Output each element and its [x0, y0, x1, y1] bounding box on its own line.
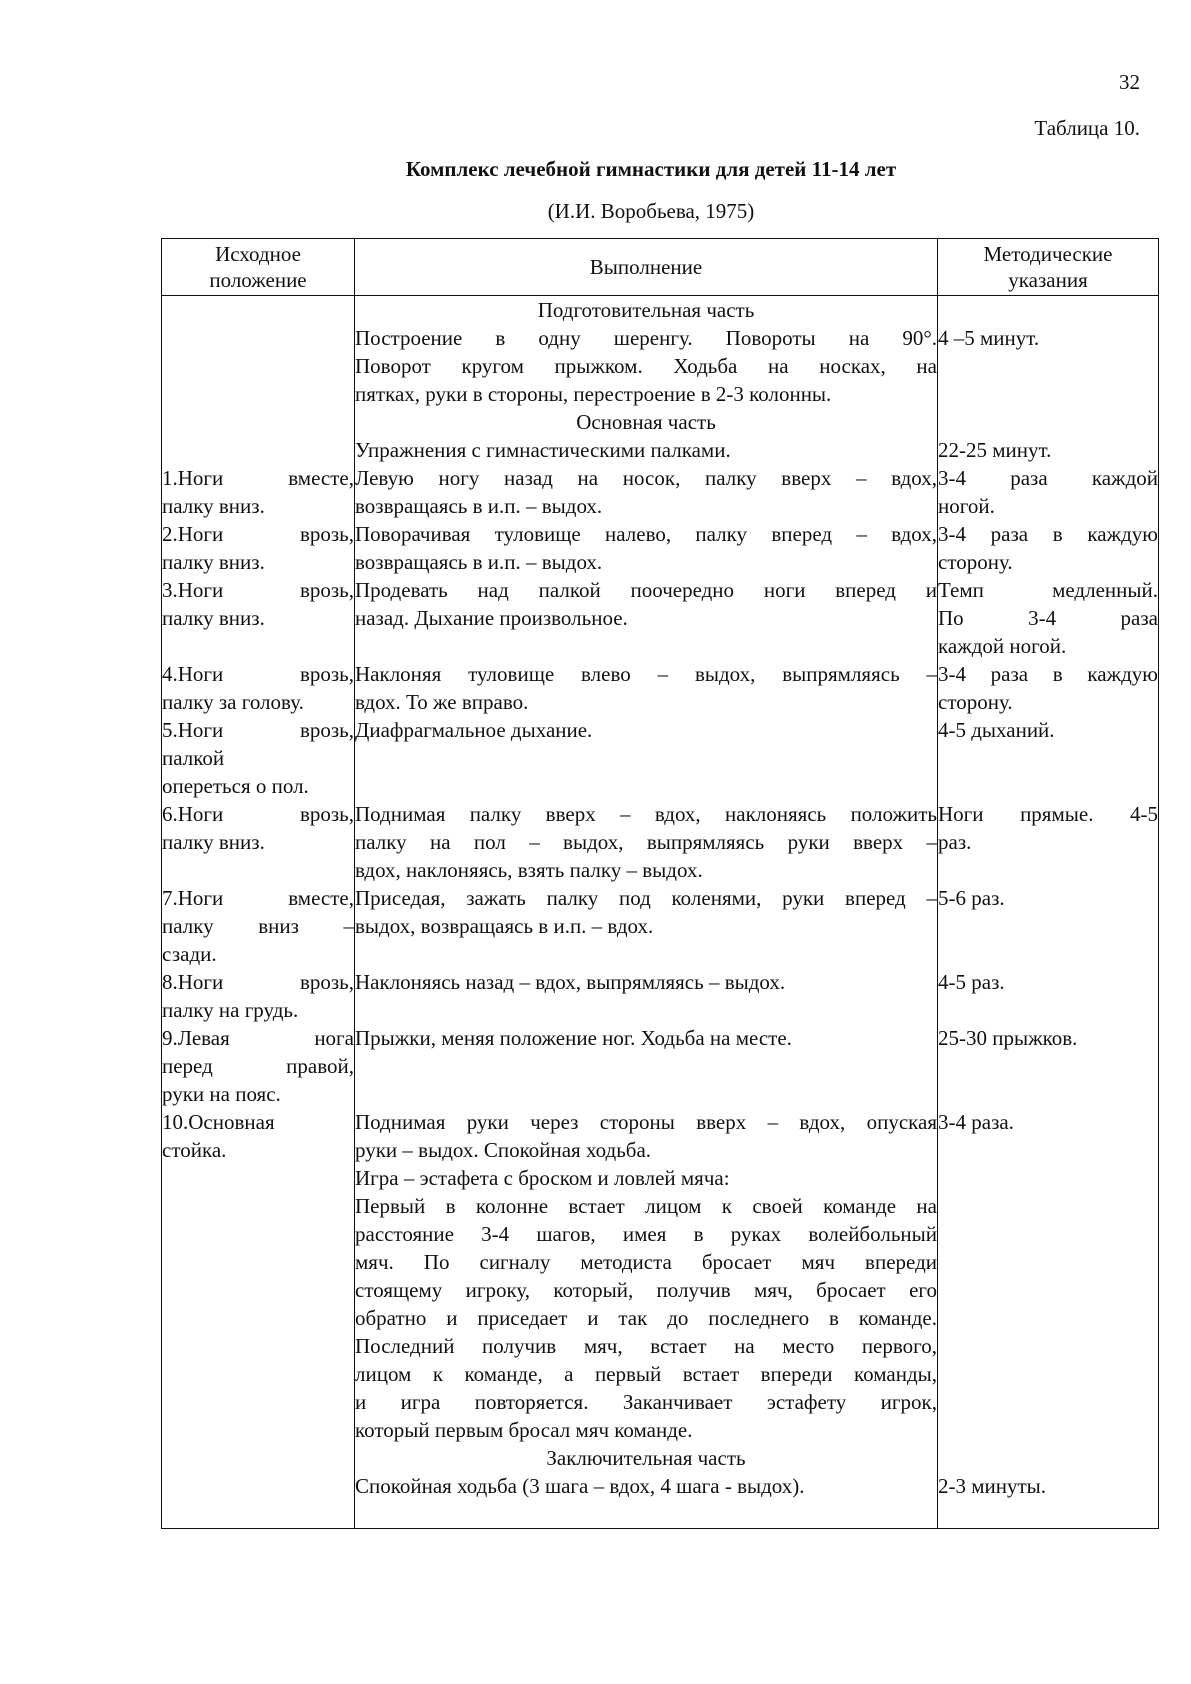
execution-column [355, 296, 938, 1529]
text-line: 4 –5 минут. [938, 326, 1040, 350]
text-line: мяч. По сигналу методиста бросает мяч впереди [355, 1250, 937, 1274]
blank-line [938, 1080, 1158, 1108]
header-execution: Выполнение [355, 239, 938, 296]
text-line: 3-4 раза в каждую [938, 522, 1158, 546]
text-line: Поворачивая туловище налево, палку вперед – вдох, [355, 522, 937, 546]
blank-line [355, 632, 937, 660]
text-line: Первый в колонне встает лицом к своей команде на [355, 1194, 937, 1218]
blank-line [162, 436, 354, 464]
blank-line [938, 1192, 1158, 1220]
blank-line [355, 772, 937, 800]
text-line: 22-25 минут. [938, 438, 1052, 462]
text-line: расстояние 3-4 шагов, имея в руках волейбольный [355, 1222, 937, 1246]
text-line: Прыжки, меняя положение ног. Ходьба на месте. [355, 1026, 792, 1050]
text-line: 2-3 минуты. [938, 1474, 1047, 1498]
blank-line [162, 856, 354, 884]
blank-line [938, 856, 1158, 884]
text-line: Заключительная часть [546, 1446, 746, 1470]
blank-line [938, 1388, 1158, 1416]
blank-line [938, 1248, 1158, 1276]
text-line: Последний получив мяч, встает на место первого, [355, 1334, 937, 1358]
blank-line [355, 1052, 937, 1080]
blank-line [938, 996, 1158, 1024]
text-line: сторону. [938, 690, 1013, 714]
blank-line [162, 352, 354, 380]
text-line: вдох. То же вправо. [355, 690, 529, 714]
text-line: 3-4 раза. [938, 1110, 1014, 1134]
text-line: Наклоняясь назад – вдох, выпрямляясь – выдох. [355, 970, 786, 994]
text-line: 3-4 раза в каждую [938, 662, 1158, 686]
text-line: Приседая, зажать палку под коленями, руки вперед – [355, 886, 937, 910]
text-line: Игра – эстафета с броском и ловлей мяча: [355, 1166, 730, 1190]
text-line: вдох, наклоняясь, взять палку – выдох. [355, 858, 703, 882]
blank-line [938, 1136, 1158, 1164]
blank-line [162, 1164, 354, 1192]
text-line: стоящему игроку, который, получив мяч, бросает его [355, 1278, 937, 1302]
page-number: 32 [1119, 70, 1140, 94]
text-line: 5.Ноги врозь, [162, 718, 354, 742]
text-line: 25-30 прыжков. [938, 1026, 1078, 1050]
method-notes-column [938, 296, 1159, 1529]
initial-position-column [162, 296, 355, 1529]
text-line: палку вниз. [162, 494, 265, 518]
text-line: По 3-4 раза [938, 606, 1158, 630]
text-line: Поднимая палку вверх – вдох, наклоняясь положить [355, 802, 937, 826]
text-line: 6.Ноги врозь, [162, 802, 354, 826]
text-line: назад. Дыхание произвольное. [355, 606, 628, 630]
blank-line [938, 1304, 1158, 1332]
text-line: 3.Ноги врозь, [162, 578, 354, 602]
blank-line [162, 1276, 354, 1304]
text-line: ногой. [938, 494, 995, 518]
header-initial-position [162, 239, 355, 296]
document-title: Комплекс лечебной гимнастики для детей 11-14 лет [405, 157, 897, 181]
blank-line [938, 1416, 1158, 1444]
blank-line [938, 380, 1158, 408]
blank-line [162, 1220, 354, 1248]
text-line: палкой [162, 746, 225, 770]
header-line: положение [209, 268, 307, 292]
text-line: Построение в одну шеренгу. Повороты на 90°. [355, 326, 937, 350]
blank-line [938, 1360, 1158, 1388]
text-line: возвращаясь в и.п. – выдох. [355, 550, 603, 574]
text-line: 4-5 дыханий. [938, 718, 1055, 742]
text-line: каждой ногой. [938, 634, 1067, 658]
text-line: палку вниз. [162, 550, 265, 574]
text-line: Подготовительная часть [537, 298, 755, 322]
text-line: пятках, руки в стороны, перестроение в 2-3 колонны. [355, 382, 832, 406]
text-line: руки на пояс. [162, 1082, 281, 1106]
blank-line [162, 1332, 354, 1360]
blank-line [938, 408, 1158, 436]
text-line: возвращаясь в и.п. – выдох. [355, 494, 603, 518]
text-line: Ноги прямые. 4-5 [938, 802, 1158, 826]
blank-line [162, 1304, 354, 1332]
blank-line [162, 1192, 354, 1220]
text-line: 10.Основная [162, 1110, 275, 1134]
text-line: палку за голову. [162, 690, 304, 714]
text-line: Поворот кругом прыжком. Ходьба на носках, на [355, 354, 937, 378]
text-line: Поднимая руки через стороны вверх – вдох, опуская [355, 1110, 937, 1134]
blank-line [938, 1052, 1158, 1080]
text-line: палку на пол – выдох, выпрямляясь руки вверх – [355, 830, 937, 854]
text-line: и игра повторяется. Заканчивает эстафету игрок, [355, 1390, 937, 1414]
table-body-row [162, 296, 1159, 1529]
blank-line [938, 744, 1158, 772]
text-line: 7.Ноги вместе, [162, 886, 354, 910]
blank-line [162, 1360, 354, 1388]
header-line: Методические [983, 242, 1113, 266]
blank-line [355, 996, 937, 1024]
table-header-row [162, 239, 1159, 296]
text-line: опереться о пол. [162, 774, 309, 798]
text-line: Продевать над палкой поочередно ноги вперед и [355, 578, 937, 602]
text-line: 5-6 раз. [938, 886, 1005, 910]
text-line: обратно и приседает и так до последнего в команде. [355, 1306, 937, 1330]
text-line: 2.Ноги врозь, [162, 522, 354, 546]
text-line: Темп медленный. [938, 578, 1158, 602]
blank-line [355, 744, 937, 772]
blank-line [162, 380, 354, 408]
text-line: палку на грудь. [162, 998, 299, 1022]
text-line: руки – выдох. Спокойная ходьба. [355, 1138, 652, 1162]
blank-line [938, 352, 1158, 380]
text-line: 1.Ноги вместе, [162, 466, 354, 490]
header-method-notes [938, 239, 1159, 296]
blank-line [938, 1332, 1158, 1360]
exercise-table [161, 238, 1159, 1529]
blank-line [162, 1388, 354, 1416]
blank-line [938, 912, 1158, 940]
blank-line [162, 1416, 354, 1444]
text-line: 4.Ноги врозь, [162, 662, 354, 686]
text-line: сзади. [162, 942, 217, 966]
document-subtitle: (И.И. Воробьева, 1975) [547, 199, 755, 223]
text-line: палку вниз. [162, 830, 265, 854]
text-line: Основная часть [576, 410, 716, 434]
blank-line [938, 296, 1158, 324]
text-line: 9.Левая нога [162, 1026, 354, 1050]
text-line: 3-4 раза каждой [938, 466, 1158, 490]
text-line: перед правой, [162, 1054, 354, 1078]
text-line: Спокойная ходьба (3 шага – вдох, 4 шага - выдох). [355, 1474, 805, 1498]
blank-line [938, 1444, 1158, 1472]
text-line: палку вниз – [162, 914, 354, 938]
text-line: 8.Ноги врозь, [162, 970, 354, 994]
text-line: 4-5 раз. [938, 970, 1005, 994]
header-line: указания [1008, 268, 1088, 292]
text-line: Наклоняя туловище влево – выдох, выпрямляясь – [355, 662, 937, 686]
blank-line [355, 1080, 937, 1108]
table-label: Таблица 10. [1034, 116, 1140, 140]
blank-line [162, 1248, 354, 1276]
blank-line [938, 1164, 1158, 1192]
blank-line [938, 940, 1158, 968]
blank-line [162, 1472, 354, 1500]
text-line: лицом к команде, а первый встает впереди команды, [355, 1362, 937, 1386]
text-line: Упражнения с гимнастическими палками. [355, 438, 731, 462]
blank-line [938, 1220, 1158, 1248]
text-line: выдох, возвращаясь в и.п. – вдох. [355, 914, 654, 938]
blank-line [162, 1444, 354, 1472]
header-line: Исходное [215, 242, 301, 266]
blank-line [162, 324, 354, 352]
text-line: раз. [938, 830, 972, 854]
blank-line [162, 296, 354, 324]
text-line: стойка. [162, 1138, 227, 1162]
blank-line [162, 1500, 354, 1528]
blank-line [938, 1276, 1158, 1304]
text-line: палку вниз. [162, 606, 265, 630]
blank-line [355, 940, 937, 968]
text-line: Левую ногу назад на носок, палку вверх – вдох, [355, 466, 937, 490]
blank-line [162, 408, 354, 436]
text-line: который первым бросал мяч команде. [355, 1418, 693, 1442]
text-line: сторону. [938, 550, 1013, 574]
blank-line [938, 772, 1158, 800]
blank-line [162, 632, 354, 660]
text-line: Диафрагмальное дыхание. [355, 718, 593, 742]
